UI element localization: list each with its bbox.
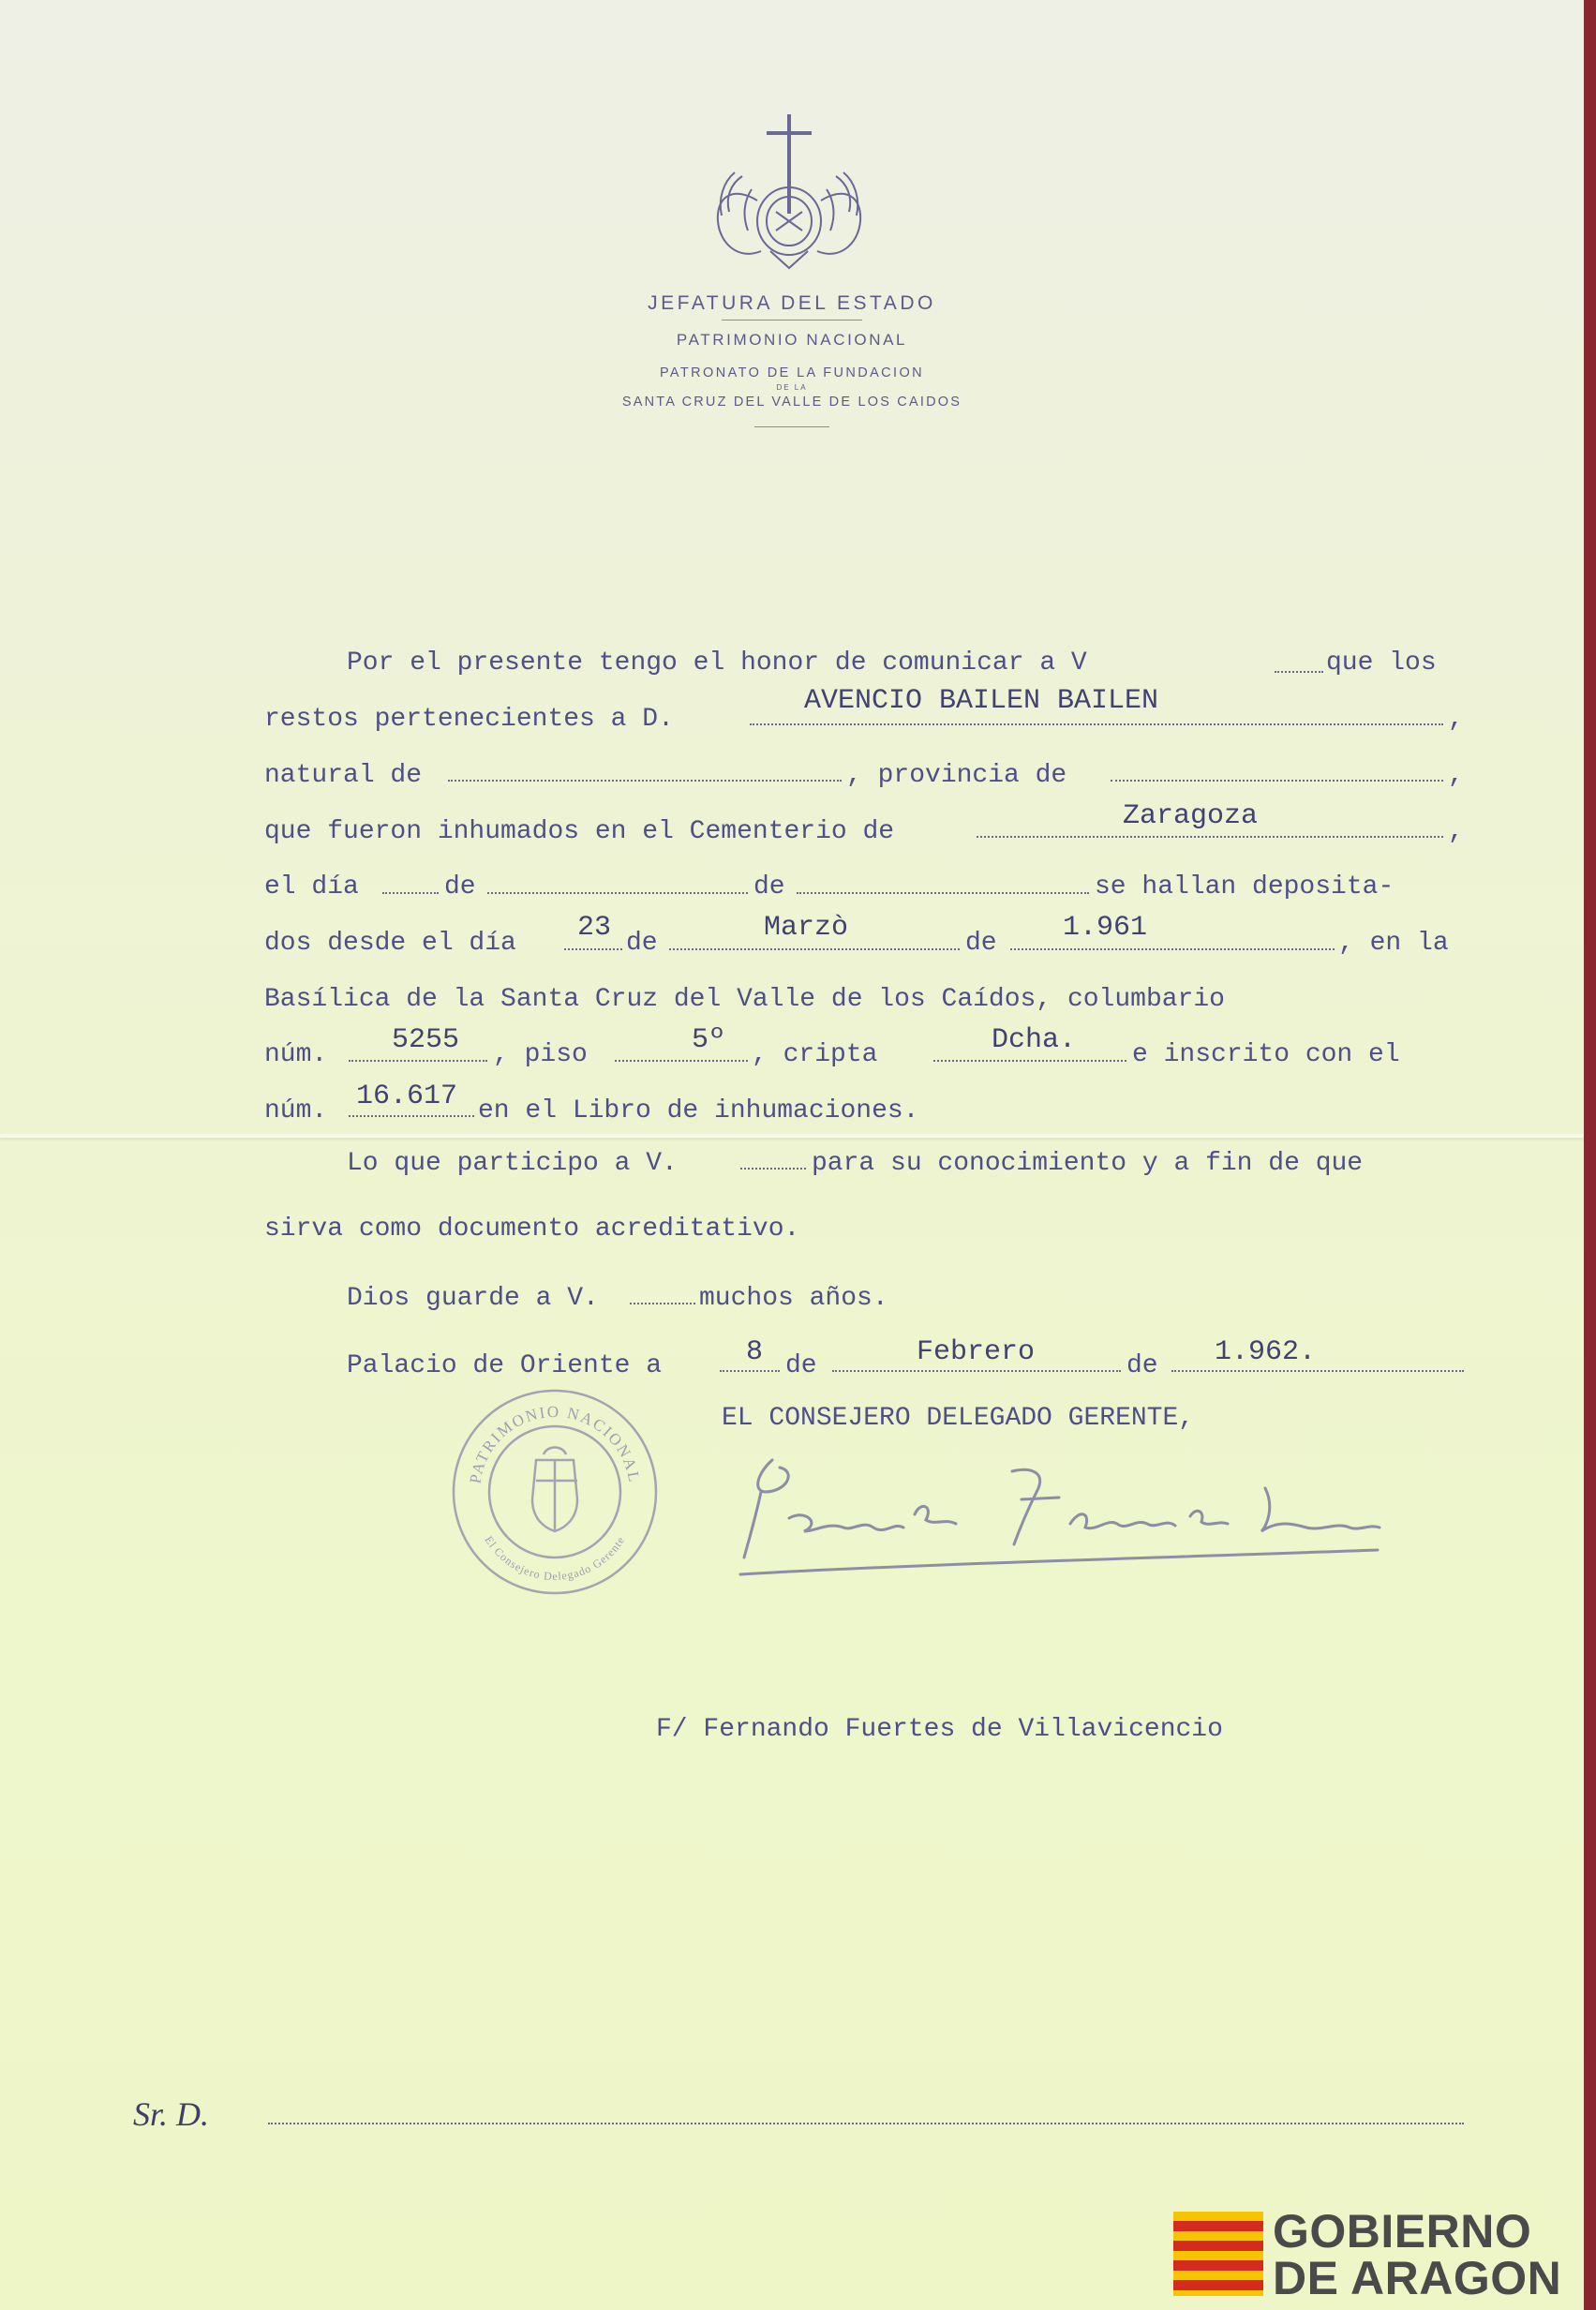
- body-line5-de1: de: [444, 872, 476, 902]
- body-line6-end: , en la: [1338, 929, 1449, 958]
- body-line13-de2: de: [1126, 1351, 1158, 1380]
- blank-line: [669, 948, 960, 950]
- blank-line: [487, 892, 748, 894]
- body-line9-num: núm.: [264, 1096, 328, 1125]
- blank-line: [933, 1060, 1126, 1062]
- blank-line: [349, 1060, 487, 1062]
- page-edge: [1584, 0, 1596, 2310]
- body-line4-text: que fueron inhumados en el Cementerio de: [264, 817, 895, 846]
- filled-date-year: 1.962.: [1215, 1336, 1317, 1368]
- emblem-cross-icon: [705, 111, 873, 275]
- filled-cripta: Dcha.: [992, 1024, 1077, 1056]
- body-line7-text: Basílica de la Santa Cruz del Valle de los Caídos, columbario: [264, 985, 1225, 1014]
- body-line6-de1: de: [626, 929, 658, 958]
- blank-line-provincia: [1111, 780, 1443, 782]
- body-line5-de2: de: [753, 872, 785, 902]
- body-line12-end: muchos años.: [699, 1284, 888, 1313]
- blank-line: [630, 1303, 695, 1304]
- filled-name: AVENCIO BAILEN BAILEN: [804, 685, 1159, 717]
- blank-line: [832, 1370, 1121, 1372]
- body-line11-text: sirva como documento acreditativo.: [264, 1215, 800, 1244]
- body-line10-text: Lo que participo a V.: [347, 1149, 678, 1178]
- stamp-text-bottom: El Consejero Delegado Gerente: [482, 1533, 628, 1584]
- blank-line: [797, 892, 1089, 894]
- blank-line: [720, 1370, 780, 1372]
- body-line13-de1: de: [785, 1351, 817, 1380]
- body-line8-piso: , piso: [493, 1040, 588, 1069]
- blank-line: [1171, 1370, 1464, 1372]
- body-line13-text: Palacio de Oriente a: [347, 1351, 663, 1380]
- gobierno-aragon-logo: [1173, 2205, 1584, 2304]
- body-line5-text: el día: [264, 872, 359, 902]
- body-line1-text: Por el presente tengo el honor de comunicar a V: [347, 648, 1087, 678]
- handwritten-signature: [703, 1434, 1396, 1602]
- filled-num-libro: 16.617: [356, 1080, 458, 1112]
- letterhead-de-la: DE LA: [776, 383, 808, 392]
- signatory-title: EL CONSEJERO DELEGADO GERENTE,: [722, 1404, 1195, 1433]
- body-line10-end: para su conocimiento y a fin de que: [812, 1149, 1364, 1178]
- body-line6-text: dos desde el día: [264, 929, 516, 958]
- body-line3-provincia: , provincia de: [846, 761, 1067, 790]
- blank-line: [1010, 948, 1335, 950]
- letterhead-patronato: PATRONATO DE LA FUNDACION: [659, 365, 925, 380]
- blank-line: [349, 1115, 474, 1117]
- blank-line: [564, 948, 622, 950]
- body-line2-comma: ,: [1448, 705, 1464, 734]
- body-line8-num: núm.: [264, 1040, 328, 1069]
- logo-line1: GOBIERNO: [1273, 2205, 1532, 2258]
- stamp-text-top: PATRIMONIO NACIONAL: [466, 1402, 644, 1485]
- filled-dep-day: 23: [577, 912, 612, 944]
- body-line5-end: se hallan deposita-: [1095, 872, 1395, 902]
- body-line1-end: que los: [1326, 648, 1437, 678]
- body-line9-text: en el Libro de inhumaciones.: [478, 1096, 919, 1125]
- filled-columbario: 5255: [392, 1024, 460, 1056]
- body-line8-end: e inscrito con el: [1132, 1040, 1400, 1069]
- filled-date-month: Febrero: [917, 1336, 1036, 1368]
- blank-line-name: [750, 723, 1443, 725]
- body-line6-de2: de: [965, 929, 997, 958]
- filled-cemetery: Zaragoza: [1123, 800, 1259, 832]
- addressee-label: Sr. D.: [133, 2095, 210, 2133]
- letterhead-santa-cruz: SANTA CRUZ DEL VALLE DE LOS CAIDOS: [621, 395, 962, 410]
- filled-dep-year: 1.961: [1063, 912, 1148, 944]
- letterhead-patrimonio: PATRIMONIO NACIONAL: [676, 331, 908, 349]
- addressee-line: [268, 2123, 1464, 2124]
- body-line12-text: Dios guarde a V.: [347, 1284, 599, 1313]
- body-line2-text: restos pertenecientes a D.: [264, 705, 674, 734]
- blank-line: [740, 1168, 806, 1170]
- blank-line-cementerio: [977, 836, 1443, 838]
- filled-piso: 5º: [692, 1024, 726, 1056]
- logo-line2: DE ARAGON: [1273, 2252, 1562, 2304]
- signatory-name: F/ Fernando Fuertes de Villavicencio: [656, 1715, 1223, 1744]
- body-line8-cripta: , cripta: [752, 1040, 878, 1069]
- letterhead-rule: [754, 426, 829, 427]
- filled-date-day: 8: [746, 1336, 764, 1368]
- filled-dep-month: Marzò: [764, 912, 849, 944]
- blank-line: [382, 892, 439, 894]
- letterhead-jefatura: JEFATURA DEL ESTADO: [648, 292, 936, 314]
- body-line3-comma: ,: [1448, 761, 1464, 790]
- aragon-flag-icon: [1173, 2212, 1263, 2296]
- body-line3-text: natural de: [264, 761, 423, 790]
- body-line4-comma: ,: [1448, 817, 1464, 846]
- blank-line: [615, 1060, 748, 1062]
- blank-line: [1275, 671, 1323, 673]
- blank-line-natural: [448, 780, 842, 782]
- official-stamp-icon: [450, 1387, 661, 1598]
